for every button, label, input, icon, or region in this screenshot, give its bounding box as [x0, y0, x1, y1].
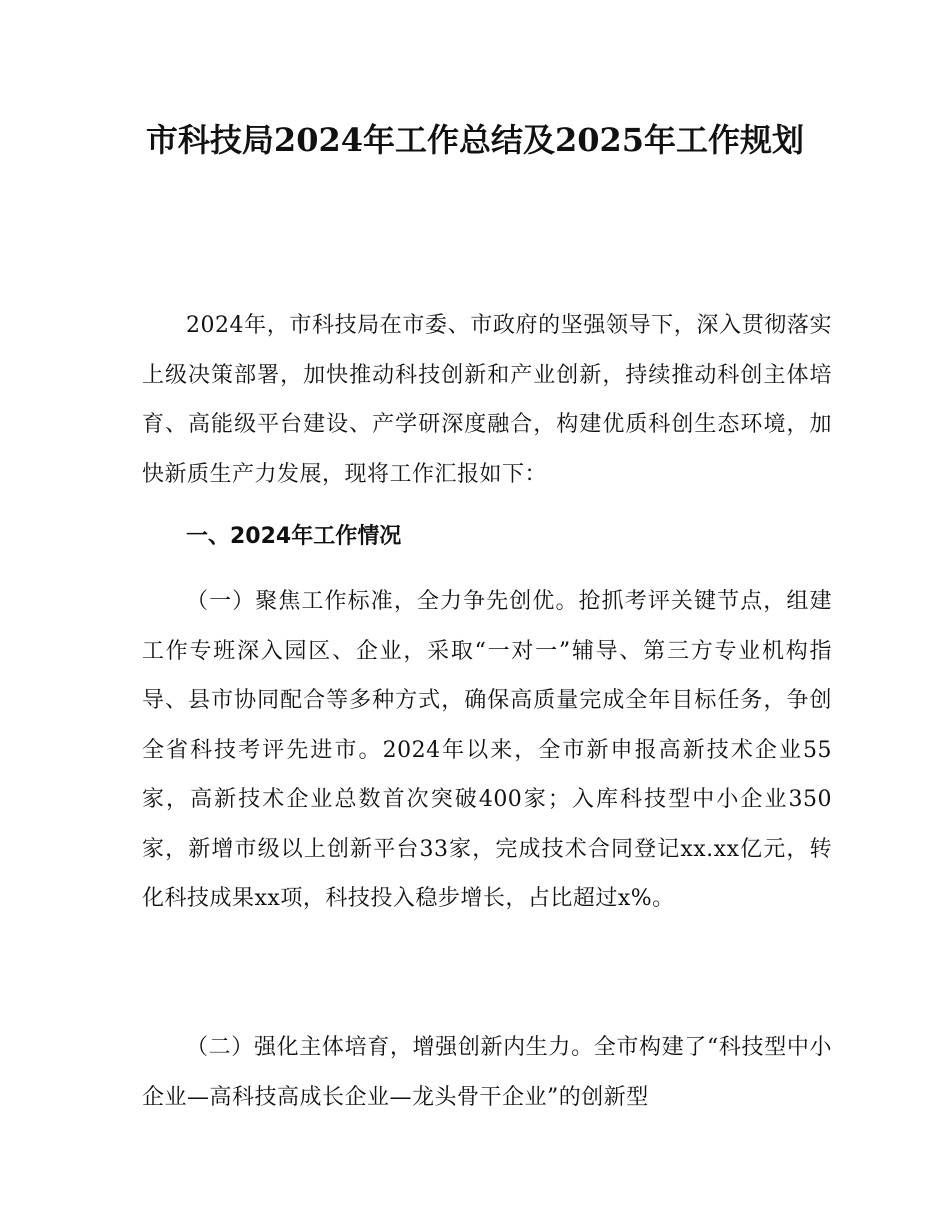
document-title: 市科技局2024年工作总结及2025年工作规划: [145, 121, 805, 159]
body-paragraph-2: （二）强化主体培育，增强创新内生力。全市构建了“科技型中小企业—高科技高成长企业—龙头骨干企业”的创新型: [142, 1035, 832, 1110]
intro-paragraph: 2024年，市科技局在市委、市政府的坚强领导下，深入贯彻落实上级决策部署，加快推动科技创新和产业创新，持续推动科创主体培育、高能级平台建设、产学研深度融合，构建优质科创生态环境，加快新质生产力发展，现将工作汇报如下：: [142, 313, 832, 487]
body-paragraph-1: （一）聚焦工作标准，全力争先创优。抢抓考评关键节点，组建工作专班深入园区、企业，采取“一对一”辅导、第三方专业机构指导、县市协同配合等多种方式，确保高质量完成全年目标任务，争创全省科技考评先进市。2024年以来，全市新申报高新技术企业55家，高新技术企业总数首次突破400家；入库科技型中小企业350家，新增市级以上创新平台33家，完成技术合同登记xx.xx亿元，转化科技成果xx项，科技投入稳步增长，占比超过x%。: [142, 589, 832, 911]
section-heading: 一、2024年工作情况: [186, 524, 402, 549]
